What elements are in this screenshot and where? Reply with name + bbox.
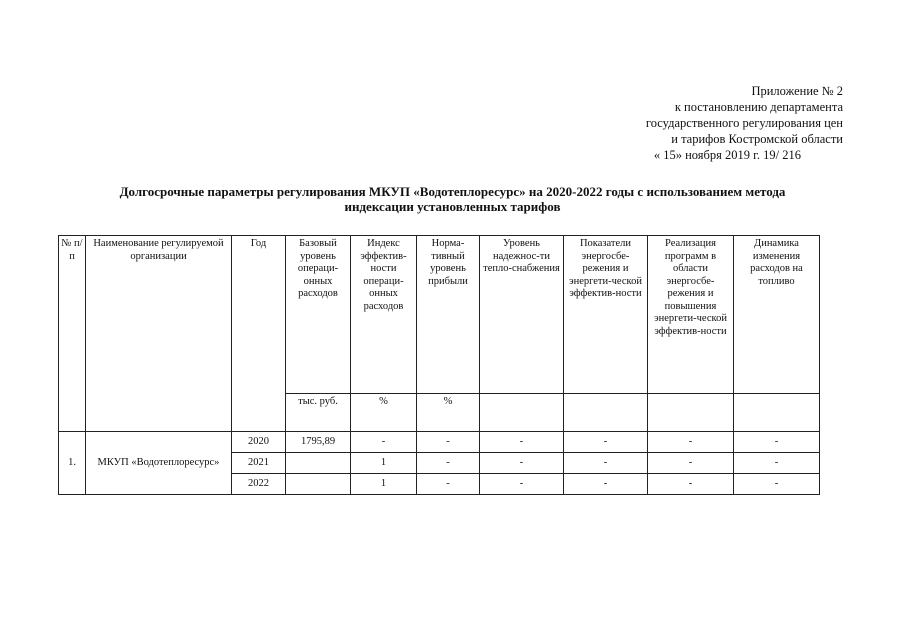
cell-reliability: - <box>480 453 564 474</box>
cell-year: 2020 <box>232 432 286 453</box>
header-org: Наименование регулируемой организации <box>86 236 232 432</box>
cell-fuel: - <box>734 432 820 453</box>
table-row <box>59 432 820 453</box>
unit-norm: % <box>417 394 480 432</box>
unit-empty <box>480 394 564 432</box>
cell-fuel: - <box>734 453 820 474</box>
title-line: Долгосрочные параметры регулирования МКУП «Водотеплоресурс» на 2020-2022 годы с использованием метода <box>119 184 786 199</box>
cell-fuel: - <box>734 474 820 495</box>
cell-index: 1 <box>351 474 417 495</box>
unit-empty <box>734 394 820 432</box>
cell-index: 1 <box>351 453 417 474</box>
unit-index: % <box>351 394 417 432</box>
title-line: индексации установленных тарифов <box>344 199 561 214</box>
header-row <box>59 236 820 394</box>
cell-energy: - <box>564 474 648 495</box>
unit-base: тыс. руб. <box>286 394 351 432</box>
header-norm: Норма-тивный уровень прибыли <box>417 236 480 394</box>
cell-norm: - <box>417 432 480 453</box>
header-reliability: Уровень надежнос-ти тепло-снабжения <box>480 236 564 394</box>
unit-empty <box>648 394 734 432</box>
header-fuel: Динамика изменения расходов на топливо <box>734 236 820 394</box>
cell-reliability: - <box>480 474 564 495</box>
cell-norm: - <box>417 453 480 474</box>
row-org: МКУП «Водотеплоресурс» <box>86 432 232 495</box>
cell-energy: - <box>564 432 648 453</box>
document-title <box>50 184 855 214</box>
cell-base <box>286 453 351 474</box>
cell-year: 2021 <box>232 453 286 474</box>
header-num: № п/п <box>59 236 86 432</box>
appendix-date-line: « 15» ноября 2019 г. 19/ 216 <box>653 148 801 162</box>
appendix-line: к постановлению департамента <box>674 100 843 114</box>
cell-programs: - <box>648 453 734 474</box>
cell-norm: - <box>417 474 480 495</box>
header-energy-indicators: Показатели энергосбе-режения и энергети-ческой эффектив-ности <box>564 236 648 394</box>
cell-index: - <box>351 432 417 453</box>
cell-base <box>286 474 351 495</box>
appendix-line: государственного регулирования цен <box>645 116 843 130</box>
parameters-table <box>58 235 820 495</box>
appendix-line: и тарифов Костромской области <box>671 132 843 146</box>
cell-programs: - <box>648 432 734 453</box>
cell-reliability: - <box>480 432 564 453</box>
header-base: Базовый уровень операци-онных расходов <box>286 236 351 394</box>
row-num: 1. <box>59 432 86 495</box>
appendix-line: Приложение № 2 <box>751 84 843 98</box>
cell-year: 2022 <box>232 474 286 495</box>
appendix-header <box>583 83 843 163</box>
cell-base: 1795,89 <box>286 432 351 453</box>
cell-programs: - <box>648 474 734 495</box>
header-programs: Реализация программ в области энергосбе-режения и повышения энергети-ческой эффектив-ности <box>648 236 734 394</box>
cell-energy: - <box>564 453 648 474</box>
header-index: Индекс эффектив-ности операци-онных расходов <box>351 236 417 394</box>
header-year: Год <box>232 236 286 432</box>
unit-empty <box>564 394 648 432</box>
